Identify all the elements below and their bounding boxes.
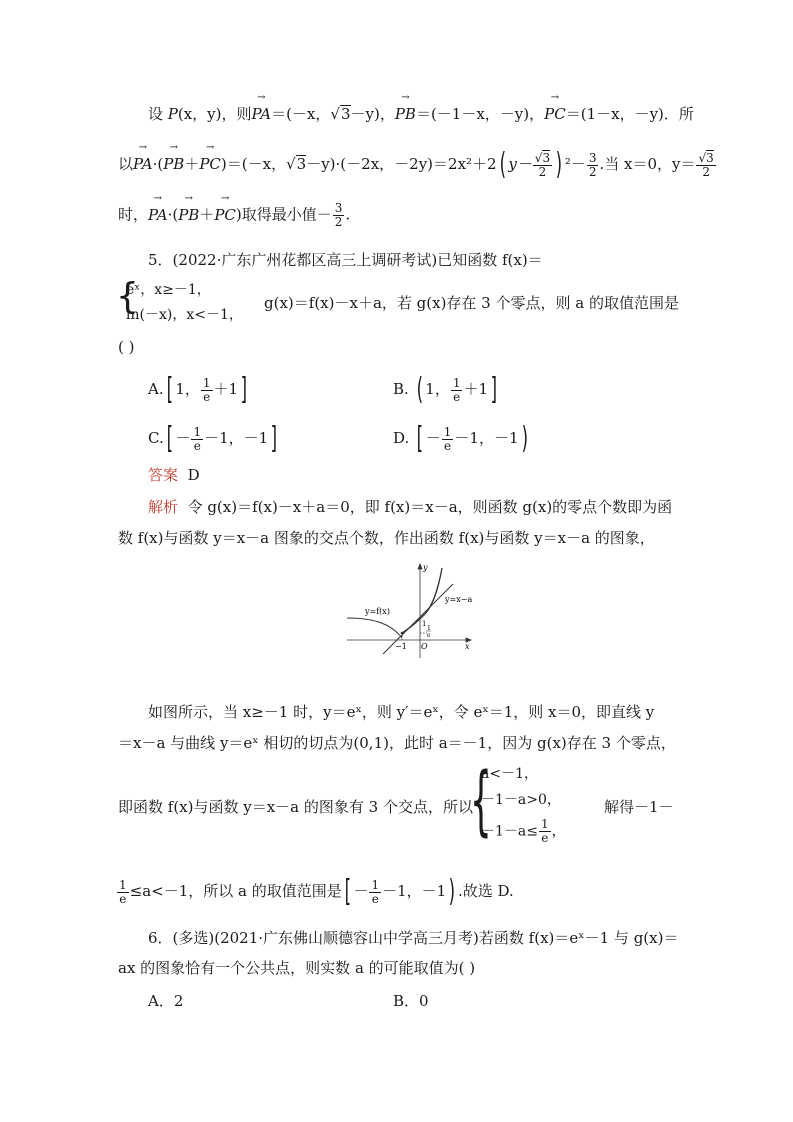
svg-text:1: 1 [422, 620, 427, 628]
q5-analysis-2: 数 f(x)与函数 y＝x－a 图象的交点个数，作出函数 f(x)与函数 y＝x－a 的图象， [118, 529, 655, 547]
svg-text:y: y [423, 563, 428, 572]
right-paren: ) [555, 147, 563, 182]
svg-text:−1: −1 [395, 642, 407, 651]
fraction-min-value: $\frac{3}{2}$ [334, 201, 343, 229]
svg-text:e: e [427, 632, 431, 639]
q6-option-b[interactable]: B．0 [393, 992, 429, 1010]
vector-pa: → PA [252, 104, 272, 124]
svg-text:O: O [421, 642, 428, 651]
q6-option-a[interactable]: A．2 [148, 992, 184, 1010]
svg-text:y=f(x): y=f(x) [365, 607, 390, 616]
q5-stem-cont: g(x)＝f(x)－x＋a，若 g(x)存在 3 个零点，则 a 的取值范围是 [264, 294, 679, 312]
q5-option-d[interactable]: D. [ － $\frac{1}{e}$ －1，－1) [393, 421, 528, 456]
q5-analysis-1: 解析 令 g(x)＝f(x)－x＋a＝0，即 f(x)＝x－a，则函数 g(x)的零点个数即为函 [148, 498, 673, 516]
line-vectors-def: 设 P(x，y)，则→ PA＝(－x，√3－y)，→ PB＝(－1－x，－y)，→ PC＝(1－x，－y)．所 [148, 104, 694, 124]
q5-paren: ( ) [118, 338, 135, 356]
function-graph [345, 560, 475, 660]
left-paren: ( [499, 147, 506, 182]
q5-system-brace: { [470, 755, 492, 844]
q5-system-row2: －1－a>0， [481, 792, 561, 808]
q6-stem-2: ax 的图象恰有一个公共点，则实数 a 的可能取值为( ) [118, 959, 476, 977]
svg-text:y=x−a: y=x−a [445, 595, 473, 604]
svg-text:x: x [465, 642, 470, 651]
fraction-sqrt3-over-2-b: $\frac{√3}{2}$ [698, 150, 714, 179]
q5-option-c[interactable]: C.[ － $\frac{1}{e}$ －1，－1] [148, 421, 278, 456]
q5-case1: eˣ，x≥－1， [126, 282, 211, 298]
q5-para-2: ＝x－a 与曲线 y＝eˣ 相切的切点为(0,1)，此时 a＝－1，因为 g(x)存在 3 个零点， [118, 734, 676, 752]
q5-para-4: $\frac{1}{e}$ ≤a<－1，所以 a 的取值范围是[ － $\frac{1}{e}$ －1，－1) .故选 D. [119, 874, 514, 909]
q5-system-row1: a<－1， [481, 766, 538, 782]
q5-para-3-tail: 解得－1－ [604, 798, 674, 816]
svg-text:1: 1 [427, 625, 431, 632]
q5-stem: 5．(2022·广东广州花都区高三上调研考试)已知函数 f(x)＝ [148, 251, 543, 269]
q5-para-1: 如图所示，当 x≥－1 时，y＝eˣ，则 y′＝eˣ，令 eˣ＝1，则 x＝0，即直线 y [148, 703, 655, 721]
q5-brace: { [116, 276, 139, 317]
q5-para-3: 即函数 f(x)与函数 y＝x－a 的图象有 3 个交点，所以 [118, 798, 473, 816]
q5-system-row3: －1－a≤ $\frac{1}{e}$ ， [481, 817, 566, 845]
q5-case2: ln(－x)，x<－1， [126, 307, 243, 323]
line-minimum: 时，→ PA·(→ PB＋→ PC)取得最小值－ $\frac{3}{2}$ . [118, 202, 350, 229]
fraction-3-over-2: $\frac{3}{2}$ [588, 150, 597, 179]
q5-option-a[interactable]: A.[ 1， $\frac{1}{e}$ ＋1] [148, 372, 248, 407]
q5-option-b[interactable]: B. ( 1， $\frac{1}{e}$ ＋1] [393, 372, 498, 407]
q5-answer: 答案 D [148, 466, 200, 484]
vector-pc: → PC [544, 104, 566, 124]
vector-pb: → PB [395, 104, 416, 124]
q6-stem-1: 6．(多选)(2021·广东佛山顺德容山中学高三月考)若函数 f(x)＝eˣ－1 与 g(x)＝ [148, 929, 679, 947]
line-dot-product: 以→ PA·(→ PB＋→ PC)＝(－x，√3－y)·(－2x，－2y)＝2x²＋2( y－ $\frac{√3}{2}$ ) ²－ $\frac{3}{2}$ .当 x＝0，y＝ $\frac{√3}{2}$ [118, 150, 717, 180]
fraction-sqrt3-over-2: $\frac{√3}{2}$ [534, 150, 551, 179]
